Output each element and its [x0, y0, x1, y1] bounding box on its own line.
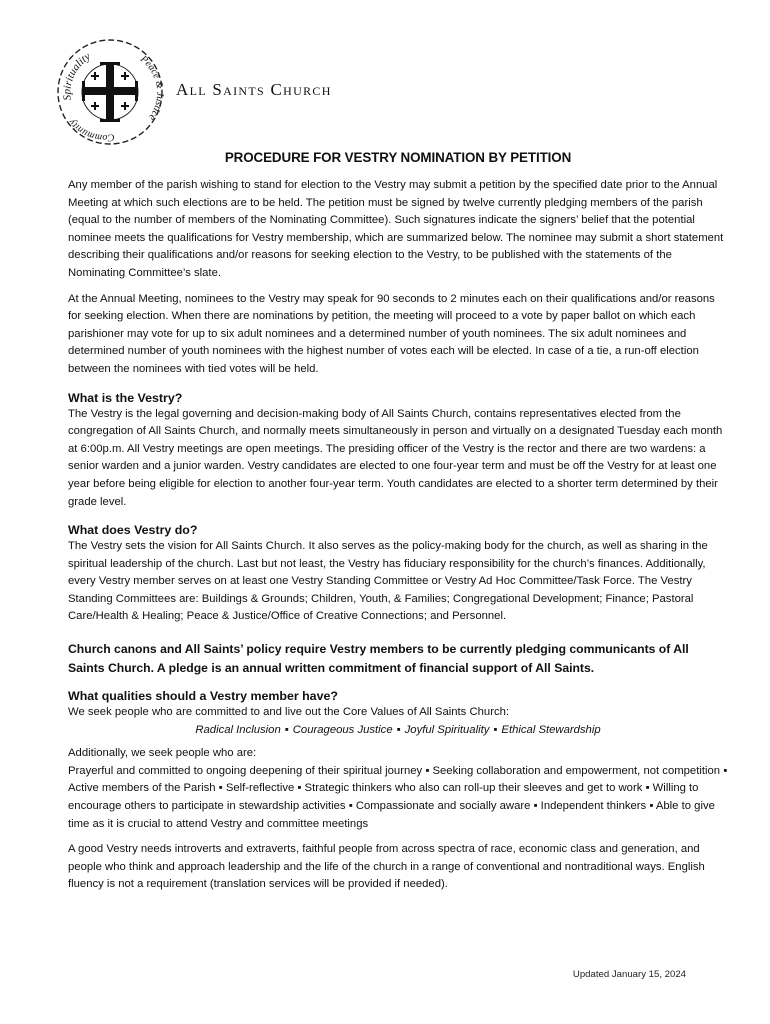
core-values-intro: We seek people who are committed to and live out the Core Values of All Saints Church: — [68, 706, 510, 719]
section-body-what-is-vestry: The Vestry is the legal governing and decision-making body of All Saints Church, contains representatives elected from the congregation of All Saints Church, and normally meets simultaneously in person and virtually on a designated Tuesday each month at 6:00p.m. All Vestry meetings are open meetings. The presiding officer of the Vestry is the rector and there are two wardens: a senior warden and a junior warden. Vestry candidates are elected to one four-year term and must be off the Vestry for at least one year before being eligible for election to another four-year term. Youth candidates are elected to a shorter term determined by their grade level. — [68, 407, 723, 508]
intro-paragraph-petition: Any member of the parish wishing to stand for election to the Vestry may submit a petition by the specified date prior to the Annual Meeting at which such elections are to be held. The petition must be signed by twelve currently pledging members of the parish (equal to the number of members of the Nominating Committee). Such signatures indicate the signers’ belief that the potential nominee meets the qualifications for Vestry membership, which are summarized below. The nominee may submit a short statement describing their qualifications and/or reasons for seeking election to the Vestry, to be published with the statements of the Nominating Committee’s slate. — [68, 179, 724, 279]
svg-text:Peace & Justice — [137, 53, 165, 123]
cross-icon — [82, 62, 138, 122]
page-title: PROCEDURE FOR VESTRY NOMINATION BY PETITION — [224, 150, 572, 165]
updated-date: Updated January 15, 2024 — [572, 969, 686, 980]
logo-word-peace-justice: Peace & Justice — [138, 53, 166, 123]
section-heading-what-is-vestry: What is the Vestry? — [68, 390, 183, 405]
church-name: All Saints Church — [176, 80, 332, 99]
section-heading-qualities: What qualities should a Vestry member have? — [68, 689, 338, 704]
document-body — [68, 150, 728, 902]
core-value-separator: ▪ — [493, 723, 498, 736]
core-value: Radical Inclusion — [195, 723, 281, 736]
canons-statement: Church canons and All Saints’ policy require Vestry members to be currently pledging communicants of All Saints Church. A pledge is an annual written commitment of financial support of All Saints. — [68, 642, 689, 675]
core-value: Ethical Stewardship — [501, 723, 601, 736]
intro-paragraph-annual-meeting: At the Annual Meeting, nominees to the Vestry may speak for 90 seconds to 2 minutes each on their qualifications and/or reasons for seeking election. When there are nominations by petition, the meeting will proceed to a vote by paper ballot on which each parishioner may vote for up to six adult nominees and a determined number of youth nominees. The six adult nominees and determined number of youth nominees with the highest number of votes each will be elected. In case of a tie, a run-off election between the nominees with tied votes will be held. — [68, 292, 715, 375]
additionally-intro: Additionally, we seek people who are: — [68, 747, 257, 760]
core-value-separator: ▪ — [284, 723, 289, 736]
section-heading-what-does-vestry-do: What does Vestry do? — [68, 523, 198, 538]
core-values-list — [68, 722, 728, 740]
core-value-separator: ▪ — [396, 723, 401, 736]
section-body-what-does-vestry-do: The Vestry sets the vision for All Saints Church. It also serves as the policy-making body for the church, as well as sharing in the spiritual leadership of the church. Last but not least, the Vestry has fiduciary responsibility for the church’s finances. Additionally, every Vestry member serves on at least one Vestry Standing Committee or Vestry Ad Hoc Committee/Task Force. The Vestry Standing Committees are: Buildings & Grounds; Children, Youth, & Families; Congregational Development; Finance; Pastoral Care/Health & Healing; Peace & Justice/Office of Creative Connections; and Personnel. — [68, 540, 708, 623]
traits-list: Prayerful and committed to ongoing deepening of their spiritual journey ▪ Seeking collaboration and empowerment, not competition ▪ Active members of the Parish ▪ Self-reflective ▪ Strategic thinkers who also can roll-up their sleeves and get to work ▪ Willing to encourage others to participate in stewardship activities ▪ Compassionate and socially aware ▪ Independent thinkers ▪ Able to give time as it is crucial to attend Vestry and committee meetings — [68, 764, 728, 830]
core-value: Joyful Spirituality — [404, 723, 490, 736]
logo-word-community: Community — [66, 116, 116, 143]
closing-paragraph: A good Vestry needs introverts and extraverts, faithful people from across spectra of race, economic class and generation, and people who think and approach leadership and the life of the church in a range of conventional and nontraditional ways. English fluency is not a requirement (translation services will be provided if needed). — [68, 843, 705, 891]
logo-word-spirituality: Spirituality — [61, 50, 93, 102]
church-logo — [54, 36, 166, 148]
core-value: Courageous Justice — [292, 723, 393, 736]
